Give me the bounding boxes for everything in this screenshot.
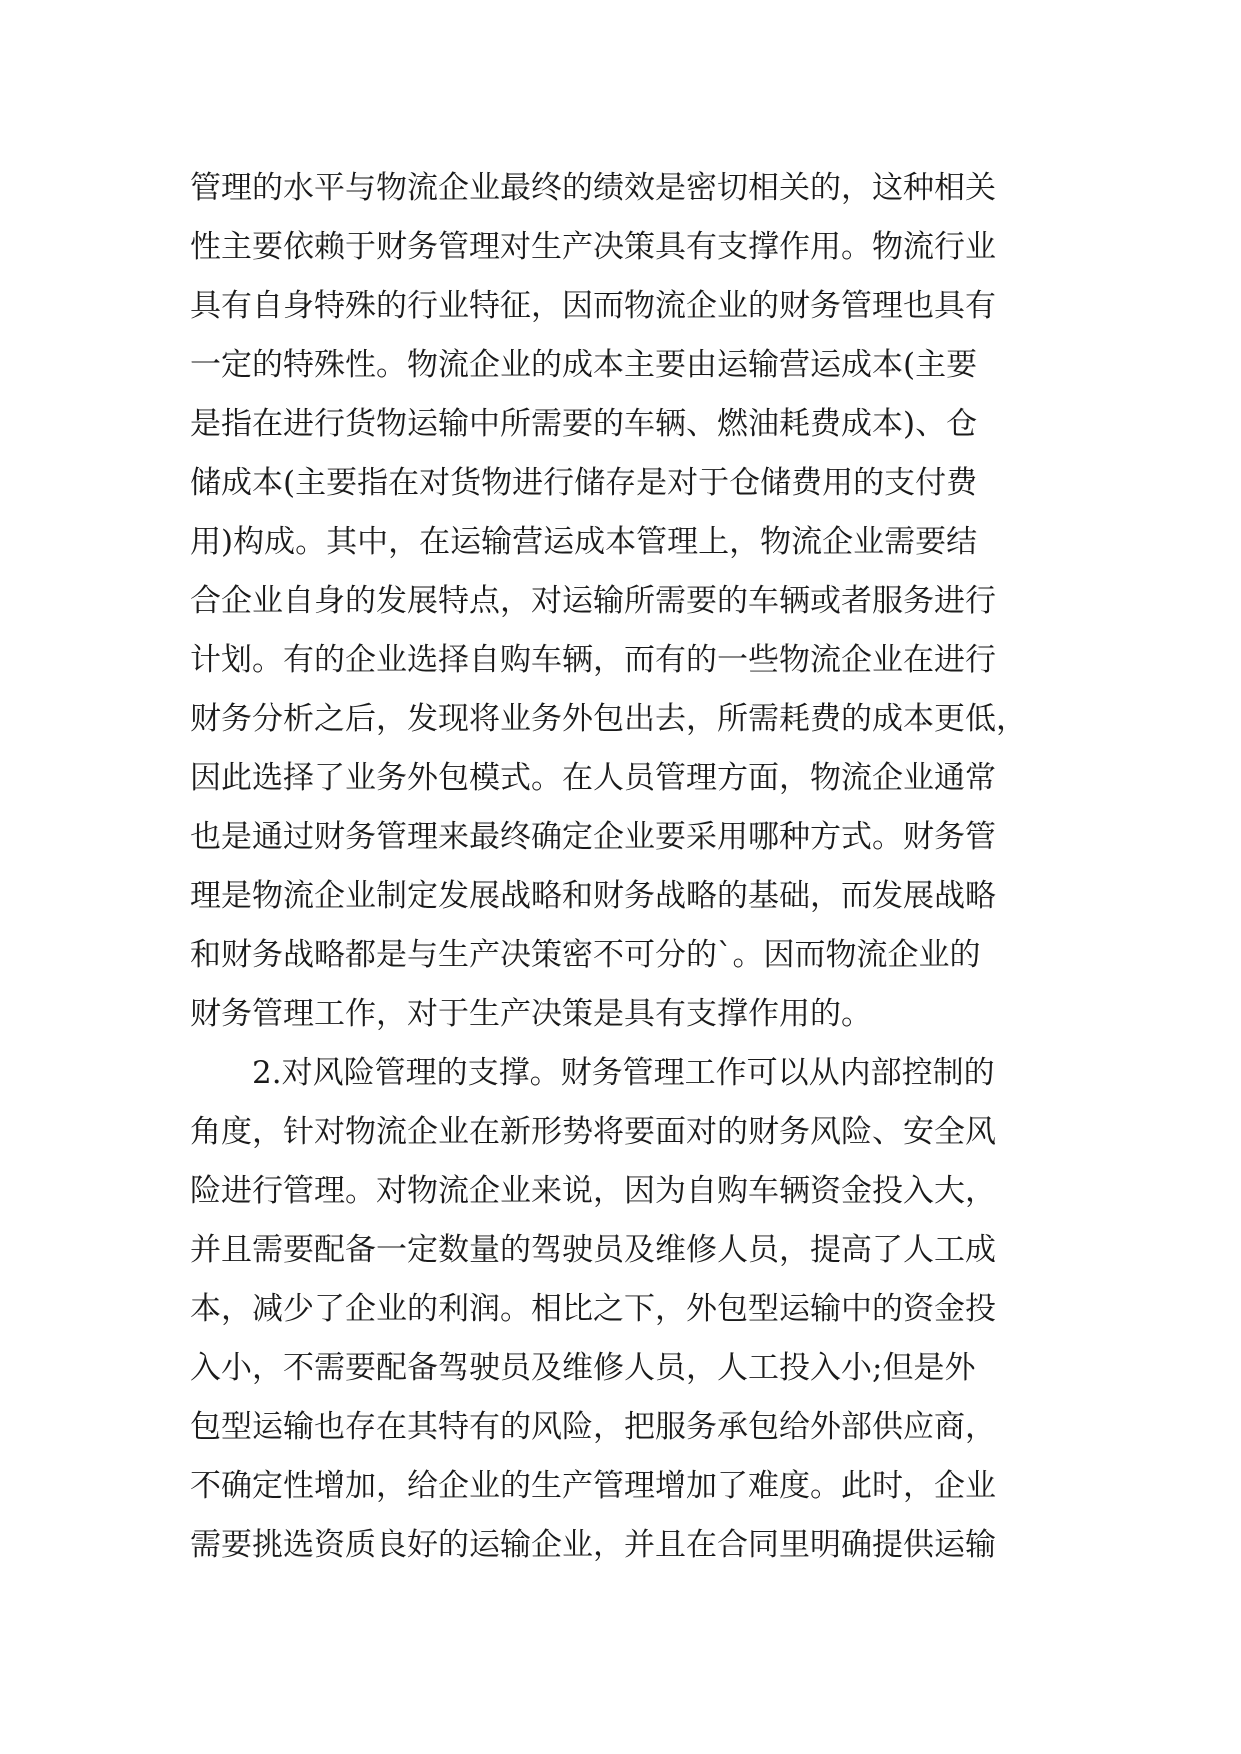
- paragraph: [190, 1044, 1050, 1575]
- text-line: 管理的水平与物流企业最终的绩效是密切相关的，这种相关: [190, 170, 996, 206]
- text-line: 计划。有的企业选择自购车辆，而有的一些物流企业在进行: [190, 642, 996, 678]
- text-line: 储成本(主要指在对货物进行储存是对于仓储费用的支付费: [190, 465, 978, 501]
- text-line: 也是通过财务管理来最终确定企业要采用哪种方式。财务管: [190, 819, 996, 855]
- text-line: 角度，针对物流企业在新形势将要面对的财务风险、安全风: [190, 1114, 996, 1150]
- text-line: 包型运输也存在其特有的风险，把服务承包给外部供应商，: [190, 1409, 996, 1445]
- text-line: 财务分析之后，发现将业务外包出去，所需耗费的成本更低，: [190, 701, 1027, 737]
- paragraph: [190, 159, 1050, 1044]
- text-line: 本，减少了企业的利润。相比之下，外包型运输中的资金投: [190, 1291, 996, 1327]
- text-line: 不确定性增加，给企业的生产管理增加了难度。此时，企业: [190, 1468, 996, 1504]
- text-line: 和财务战略都是与生产决策密不可分的`。因而物流企业的: [190, 937, 981, 973]
- text-line: 合企业自身的发展特点，对运输所需要的车辆或者服务进行: [190, 583, 996, 619]
- text-line: 需要挑选资质良好的运输企业，并且在合同里明确提供运输: [190, 1527, 996, 1563]
- text-line: 并且需要配备一定数量的驾驶员及维修人员，提高了人工成: [190, 1232, 996, 1268]
- text-line: 用)构成。其中，在运输营运成本管理上，物流企业需要结: [190, 524, 978, 560]
- text-line: 险进行管理。对物流企业来说，因为自购车辆资金投入大，: [190, 1173, 996, 1209]
- text-line: 性主要依赖于财务管理对生产决策具有支撑作用。物流行业: [190, 229, 996, 265]
- text-line: 2.对风险管理的支撑。财务管理工作可以从内部控制的: [252, 1055, 995, 1091]
- text-line: 具有自身特殊的行业特征，因而物流企业的财务管理也具有: [190, 288, 996, 324]
- text-line: 财务管理工作，对于生产决策是具有支撑作用的。: [190, 996, 872, 1032]
- text-line: 理是物流企业制定发展战略和财务战略的基础，而发展战略: [190, 878, 996, 914]
- body-text: [190, 159, 1050, 1575]
- text-line: 入小，不需要配备驾驶员及维修人员，人工投入小;但是外: [190, 1350, 976, 1386]
- text-line: 一定的特殊性。物流企业的成本主要由运输营运成本(主要: [190, 347, 978, 383]
- text-line: 因此选择了业务外包模式。在人员管理方面，物流企业通常: [190, 760, 996, 796]
- text-line: 是指在进行货物运输中所需要的车辆、燃油耗费成本)、仓: [190, 406, 978, 442]
